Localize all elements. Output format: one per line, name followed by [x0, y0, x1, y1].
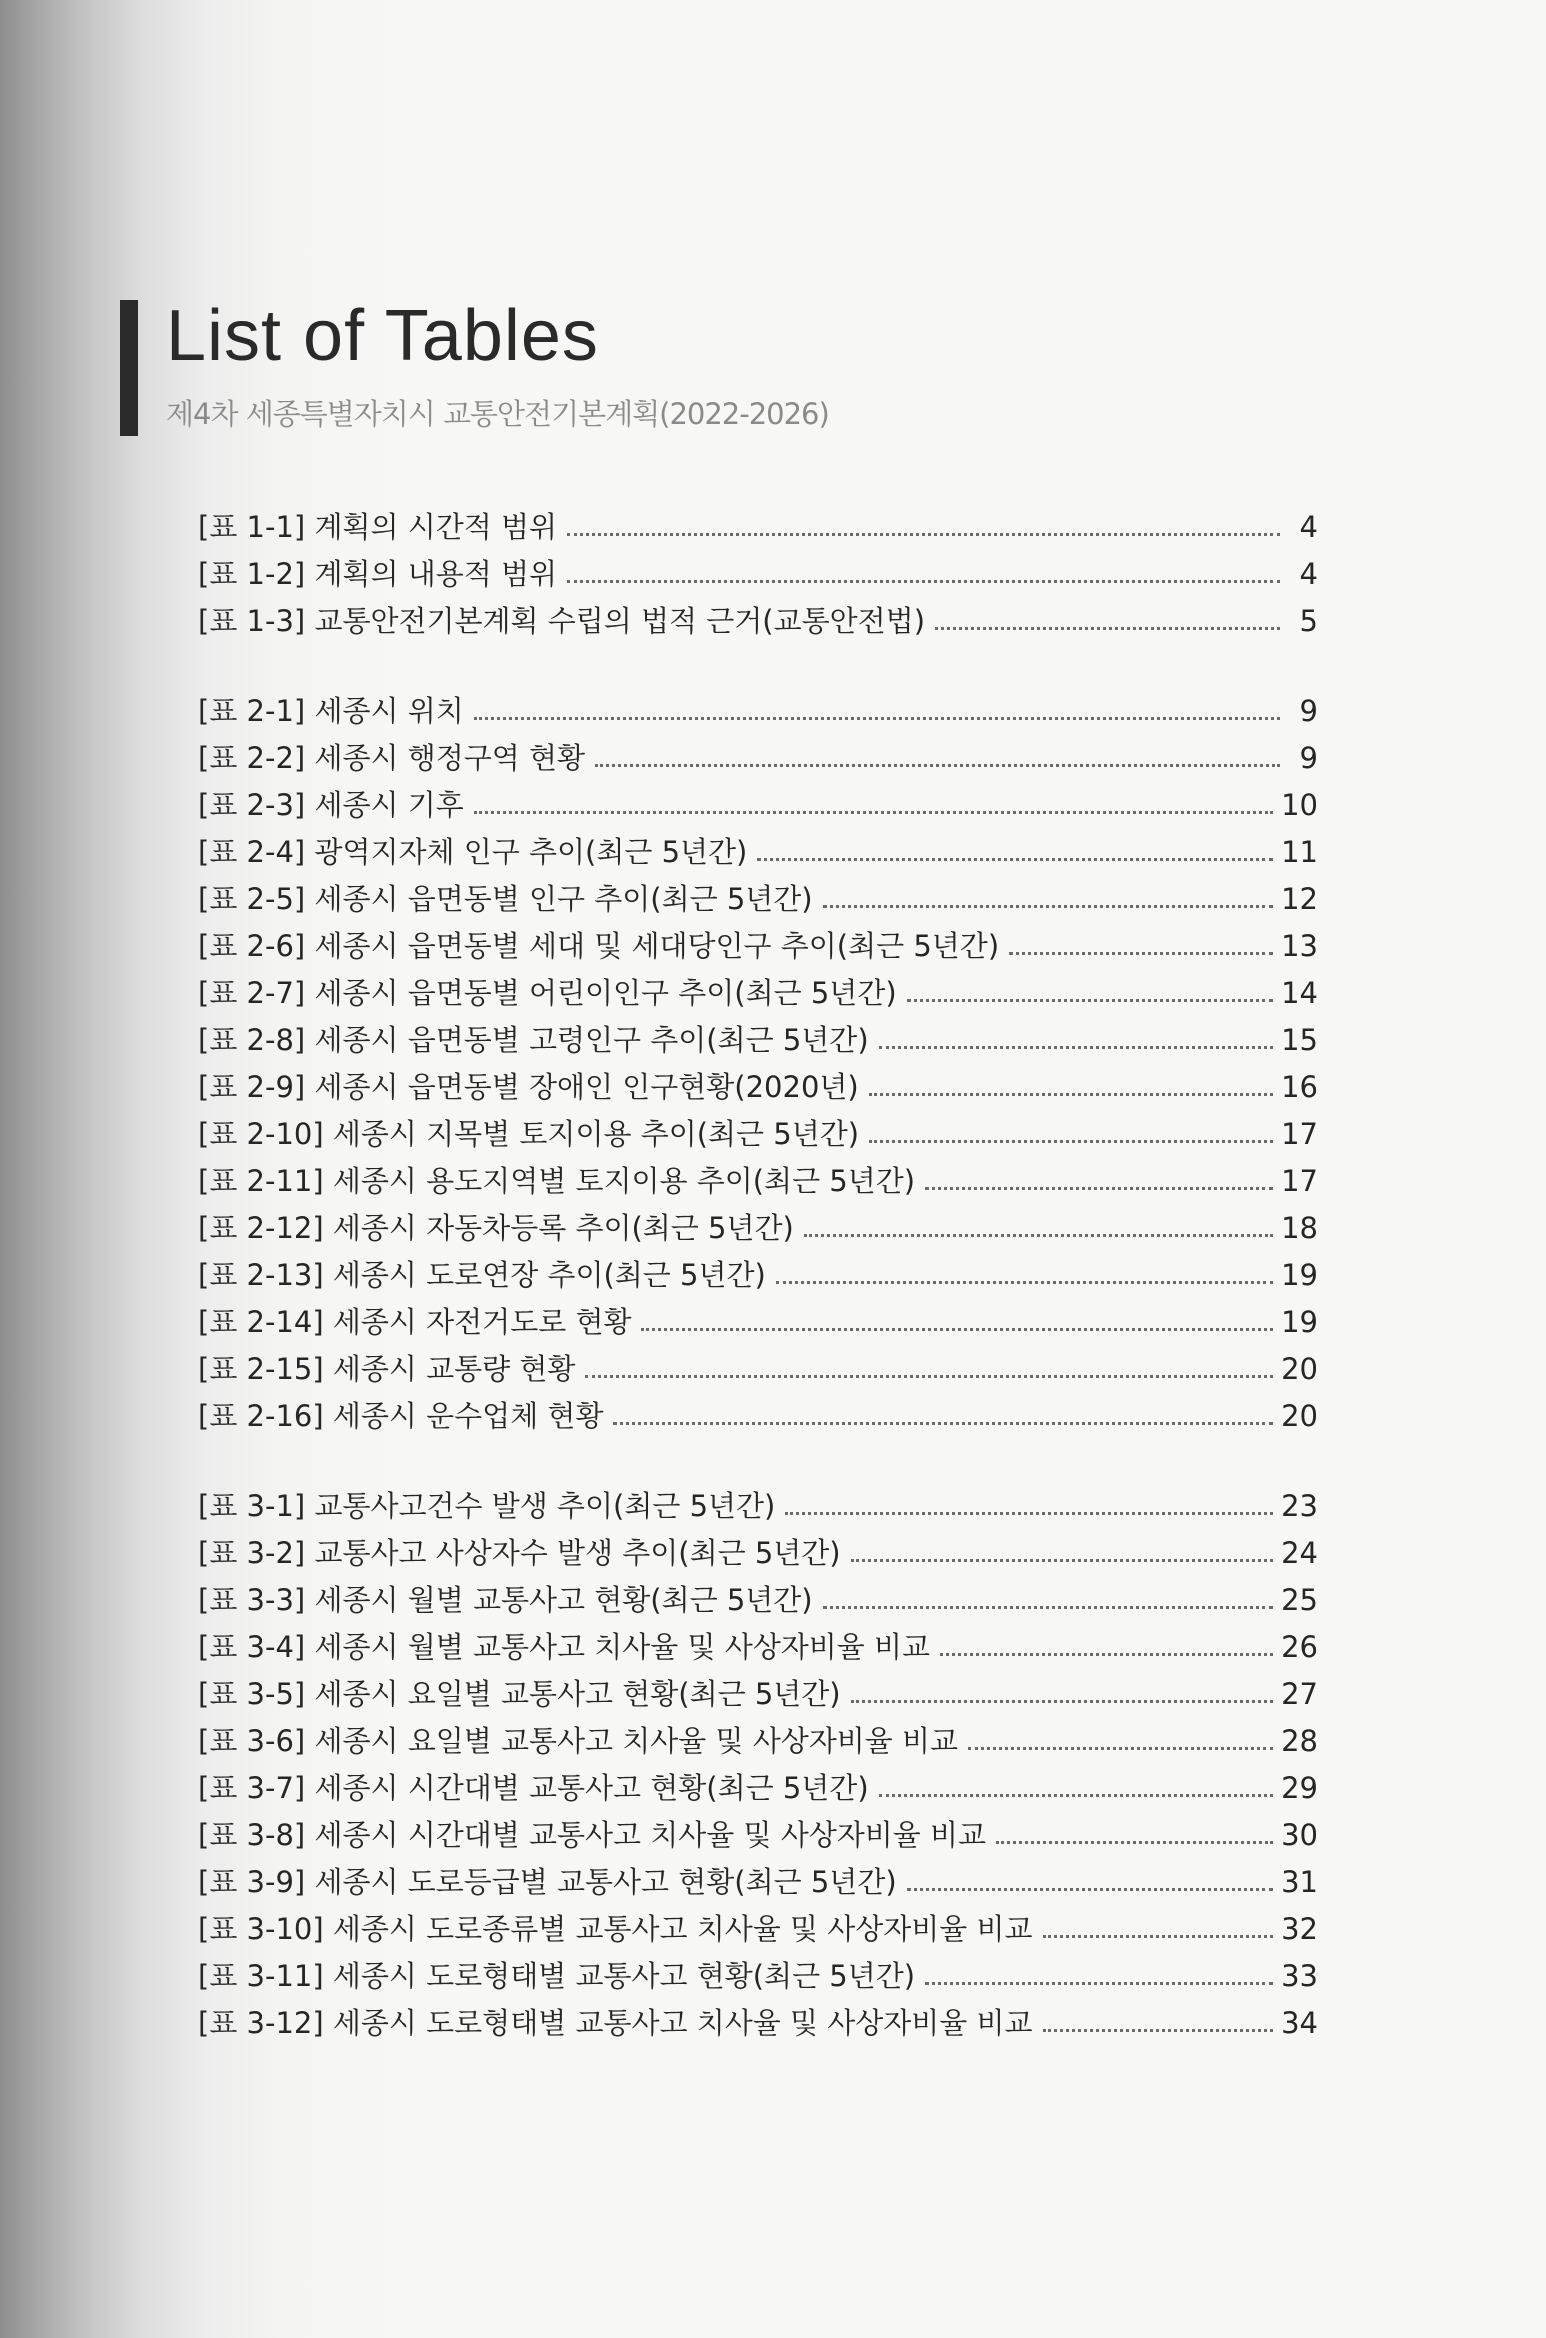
toc-entry[interactable] [198, 1615, 1318, 1662]
dot-leader [879, 1794, 1273, 1797]
dot-leader [613, 1422, 1273, 1425]
dot-leader [567, 533, 1280, 536]
toc-entry-page-number: 14 [1281, 976, 1318, 1010]
toc-entry-page-number: 34 [1281, 2006, 1318, 2040]
toc-entry-label: [표 2-12] 세종시 자동차등록 추이(최근 5년간) [198, 1211, 794, 1245]
dot-leader [1043, 2029, 1274, 2032]
toc-entry-label: [표 2-2] 세종시 행정구역 현황 [198, 741, 586, 775]
toc-entry-page-number: 24 [1281, 1536, 1318, 1570]
toc-entry[interactable] [198, 1756, 1318, 1803]
toc-entry-label: [표 2-7] 세종시 읍면동별 어린이인구 추이(최근 5년간) [198, 976, 897, 1010]
toc-entry-page-number: 27 [1281, 1677, 1318, 1711]
dot-leader [851, 1700, 1273, 1703]
toc-entry[interactable] [198, 1662, 1318, 1709]
toc-entry-page-number: 17 [1281, 1164, 1318, 1198]
toc-entry-page-number: 16 [1281, 1070, 1318, 1104]
toc-entry[interactable] [198, 1991, 1318, 2038]
toc-entry-label: [표 2-13] 세종시 도로연장 추이(최근 5년간) [198, 1258, 766, 1292]
toc-entry[interactable] [198, 1337, 1318, 1384]
toc-entry[interactable] [198, 1897, 1318, 1944]
dot-leader [940, 1653, 1273, 1656]
toc-entry-label: [표 2-14] 세종시 자전거도로 현황 [198, 1305, 632, 1339]
toc-entry-label: [표 2-11] 세종시 용도지역별 토지이용 추이(최근 5년간) [198, 1164, 916, 1198]
toc-entry-page-number: 12 [1281, 882, 1318, 916]
toc-entry-page-number: 28 [1281, 1724, 1318, 1758]
toc-entry-label: [표 3-7] 세종시 시간대별 교통사고 현황(최근 5년간) [198, 1771, 869, 1805]
toc-entry-label: [표 3-1] 교통사고건수 발생 추이(최근 5년간) [198, 1489, 776, 1523]
toc-entry[interactable] [198, 773, 1318, 820]
toc-entry-page-number: 13 [1281, 929, 1318, 963]
toc-entry-label: [표 2-16] 세종시 운수업체 현황 [198, 1399, 604, 1433]
toc-entry-page-number: 29 [1281, 1771, 1318, 1805]
toc-entry-label: [표 2-9] 세종시 읍면동별 장애인 인구현황(2020년) [198, 1070, 859, 1104]
dot-leader [641, 1328, 1273, 1331]
toc-entry[interactable] [198, 1474, 1318, 1521]
toc-entry[interactable] [198, 1944, 1318, 1991]
toc-entry-label: [표 2-8] 세종시 읍면동별 고령인구 추이(최근 5년간) [198, 1023, 869, 1057]
toc-entry-page-number: 10 [1281, 788, 1318, 822]
toc-entry-page-number: 18 [1281, 1211, 1318, 1245]
toc-entry-page-number: 5 [1299, 604, 1318, 638]
toc-entry[interactable] [198, 726, 1318, 773]
toc-entry[interactable] [198, 1055, 1318, 1102]
title-accent-bar [120, 300, 138, 436]
dot-leader [474, 717, 1280, 720]
toc-entry-page-number: 26 [1281, 1630, 1318, 1664]
dot-leader [785, 1512, 1273, 1515]
dot-leader [776, 1281, 1273, 1284]
page-subtitle: 제4차 세종특별자치시 교통안전기본계획(2022-2026) [166, 397, 829, 431]
toc-entry-label: [표 2-1] 세종시 위치 [198, 694, 464, 728]
toc-group [198, 1474, 1318, 2038]
dot-leader [595, 764, 1280, 767]
toc-entry-label: [표 3-6] 세종시 요일별 교통사고 치사율 및 사상자비율 비교 [198, 1724, 959, 1758]
toc-entry-page-number: 15 [1281, 1023, 1318, 1057]
toc-entry-label: [표 3-11] 세종시 도로형태별 교통사고 현황(최근 5년간) [198, 1959, 916, 1993]
dot-leader [851, 1559, 1273, 1562]
toc-entry-page-number: 9 [1299, 694, 1318, 728]
dot-leader [869, 1140, 1273, 1143]
toc-entry-page-number: 23 [1281, 1489, 1318, 1523]
dot-leader [935, 627, 1280, 630]
dot-leader [474, 811, 1273, 814]
toc-entry-label: [표 1-2] 계획의 내용적 범위 [198, 557, 557, 591]
toc-entry[interactable] [198, 1384, 1318, 1431]
toc-entry-label: [표 2-15] 세종시 교통량 현황 [198, 1352, 576, 1386]
toc-entry[interactable] [198, 1521, 1318, 1568]
toc-entry-page-number: 32 [1281, 1912, 1318, 1946]
dot-leader [879, 1046, 1273, 1049]
dot-leader [996, 1841, 1273, 1844]
toc-entry-label: [표 3-12] 세종시 도로형태별 교통사고 치사율 및 사상자비율 비교 [198, 2006, 1033, 2040]
toc-entry-page-number: 31 [1281, 1865, 1318, 1899]
toc-entry-label: [표 3-3] 세종시 월별 교통사고 현황(최근 5년간) [198, 1583, 813, 1617]
toc-entry[interactable] [198, 542, 1318, 589]
toc-entry-label: [표 2-5] 세종시 읍면동별 인구 추이(최근 5년간) [198, 882, 813, 916]
toc-entry[interactable] [198, 679, 1318, 726]
table-of-contents [198, 495, 1318, 2081]
toc-entry[interactable] [198, 1709, 1318, 1756]
toc-entry-label: [표 3-8] 세종시 시간대별 교통사고 치사율 및 사상자비율 비교 [198, 1818, 987, 1852]
toc-entry-page-number: 19 [1281, 1305, 1318, 1339]
toc-entry[interactable] [198, 1568, 1318, 1615]
toc-entry-label: [표 3-10] 세종시 도로종류별 교통사고 치사율 및 사상자비율 비교 [198, 1912, 1033, 1946]
toc-entry-page-number: 9 [1299, 741, 1318, 775]
dot-leader [757, 858, 1273, 861]
dot-leader [968, 1747, 1273, 1750]
dot-leader [1009, 952, 1273, 955]
toc-entry-label: [표 2-6] 세종시 읍면동별 세대 및 세대당인구 추이(최근 5년간) [198, 929, 1000, 963]
toc-entry-page-number: 11 [1281, 835, 1318, 869]
toc-entry-label: [표 3-9] 세종시 도로등급별 교통사고 현황(최근 5년간) [198, 1865, 897, 1899]
toc-entry-page-number: 4 [1299, 557, 1318, 591]
dot-leader [1043, 1935, 1274, 1938]
toc-entry[interactable] [198, 1102, 1318, 1149]
page-title: List of Tables [166, 296, 599, 376]
dot-leader [823, 905, 1273, 908]
toc-entry-label: [표 2-10] 세종시 지목별 토지이용 추이(최근 5년간) [198, 1117, 860, 1151]
toc-group [198, 679, 1318, 1431]
toc-entry-page-number: 19 [1281, 1258, 1318, 1292]
toc-entry-label: [표 3-5] 세종시 요일별 교통사고 현황(최근 5년간) [198, 1677, 841, 1711]
dot-leader [567, 580, 1280, 583]
dot-leader [925, 1982, 1273, 1985]
toc-entry-label: [표 2-3] 세종시 기후 [198, 788, 464, 822]
toc-entry[interactable] [198, 1196, 1318, 1243]
toc-entry-label: [표 3-2] 교통사고 사상자수 발생 추이(최근 5년간) [198, 1536, 841, 1570]
toc-entry[interactable] [198, 914, 1318, 961]
toc-entry-page-number: 30 [1281, 1818, 1318, 1852]
toc-group [198, 495, 1318, 636]
dot-leader [823, 1606, 1273, 1609]
toc-entry-label: [표 2-4] 광역지자체 인구 추이(최근 5년간) [198, 835, 748, 869]
toc-entry[interactable] [198, 1803, 1318, 1850]
toc-entry-label: [표 3-4] 세종시 월별 교통사고 치사율 및 사상자비율 비교 [198, 1630, 931, 1664]
toc-entry[interactable] [198, 961, 1318, 1008]
toc-entry-page-number: 17 [1281, 1117, 1318, 1151]
dot-leader [804, 1234, 1273, 1237]
toc-entry[interactable] [198, 1149, 1318, 1196]
toc-entry[interactable] [198, 1243, 1318, 1290]
dot-leader [907, 999, 1273, 1002]
toc-entry[interactable] [198, 1850, 1318, 1897]
dot-leader [585, 1375, 1273, 1378]
toc-entry-page-number: 25 [1281, 1583, 1318, 1617]
toc-entry[interactable] [198, 867, 1318, 914]
toc-entry[interactable] [198, 589, 1318, 636]
toc-entry[interactable] [198, 495, 1318, 542]
toc-entry-label: [표 1-1] 계획의 시간적 범위 [198, 510, 557, 544]
dot-leader [869, 1093, 1273, 1096]
dot-leader [907, 1888, 1273, 1891]
dot-leader [925, 1187, 1273, 1190]
toc-entry[interactable] [198, 1290, 1318, 1337]
toc-entry-label: [표 1-3] 교통안전기본계획 수립의 법적 근거(교통안전법) [198, 604, 926, 638]
toc-entry-page-number: 20 [1281, 1352, 1318, 1386]
toc-entry-page-number: 20 [1281, 1399, 1318, 1433]
toc-entry-page-number: 33 [1281, 1959, 1318, 1993]
toc-entry[interactable] [198, 1008, 1318, 1055]
toc-entry-page-number: 4 [1299, 510, 1318, 544]
toc-entry[interactable] [198, 820, 1318, 867]
